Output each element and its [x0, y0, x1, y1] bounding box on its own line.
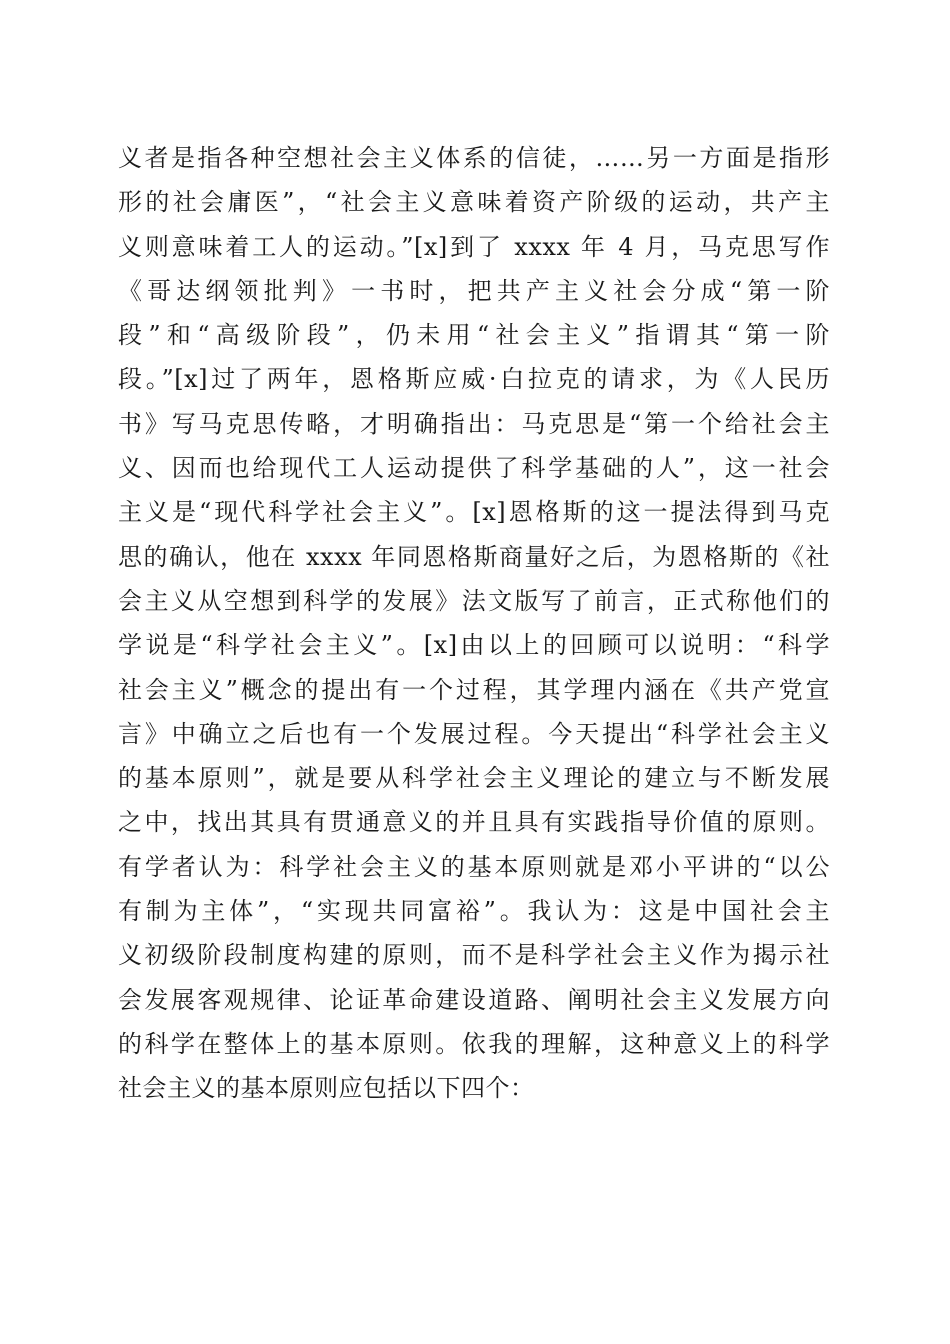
text-line: 义者是指各种空想社会主义体系的信徒，……另一方面是指形 — [118, 144, 830, 172]
text-line: 之中，找出其具有贯通意义的并且具有实践指导价值的原则。 — [118, 808, 830, 837]
text-line: 思的确认，他在 xxxx 年同恩格斯商量好之后，为恩格斯的《社 — [118, 542, 830, 571]
body-paragraph — [118, 136, 830, 1111]
text-line: 会主义从空想到科学的发展》法文版写了前言，正式称他们的 — [118, 586, 830, 615]
text-line: 段。”[x]过了两年，恩格斯应威·白拉克的请求，为《人民历 — [118, 365, 830, 394]
text-line-last: 社会主义的基本原则应包括以下四个： — [118, 1074, 535, 1103]
text-line: 学说是“科学社会主义”。[x]由以上的回顾可以说明：“科学 — [118, 631, 830, 660]
text-line: 有学者认为：科学社会主义的基本原则就是邓小平讲的“以公 — [118, 852, 830, 881]
text-line: 的基本原则”，就是要从科学社会主义理论的建立与不断发展 — [118, 764, 830, 793]
text-line: 会发展客观规律、论证革命建设道路、阐明社会主义发展方向 — [118, 985, 830, 1014]
text-line: 义、因而也给现代工人运动提供了科学基础的人”，这一社会 — [118, 454, 830, 483]
text-line: 的科学在整体上的基本原则。依我的理解，这种意义上的科学 — [118, 1029, 830, 1058]
text-line: 主义是“现代科学社会主义”。[x]恩格斯的这一提法得到马克 — [118, 498, 830, 527]
text-line: 《哥达纲领批判》一书时，把共产主义社会分成“第一阶 — [118, 276, 830, 305]
text-line: 社会主义”概念的提出有一个过程，其学理内涵在《共产党宣 — [118, 675, 830, 704]
text-line: 段”和“高级阶段”，仍未用“社会主义”指谓其“第一阶 — [118, 321, 830, 350]
text-line: 形的社会庸医”，“社会主义意味着资产阶级的运动，共产主 — [118, 188, 830, 217]
text-line: 义初级阶段制度构建的原则，而不是科学社会主义作为揭示社 — [118, 941, 830, 970]
text-line: 义则意味着工人的运动。”[x]到了 xxxx 年 4 月，马克思写作 — [118, 232, 830, 261]
text-line: 言》中确立之后也有一个发展过程。今天提出“科学社会主义 — [118, 719, 830, 748]
text-line: 书》写马克思传略，才明确指出：马克思是“第一个给社会主 — [118, 409, 830, 438]
text-line: 有制为主体”，“实现共同富裕”。我认为：这是中国社会主 — [118, 897, 830, 926]
